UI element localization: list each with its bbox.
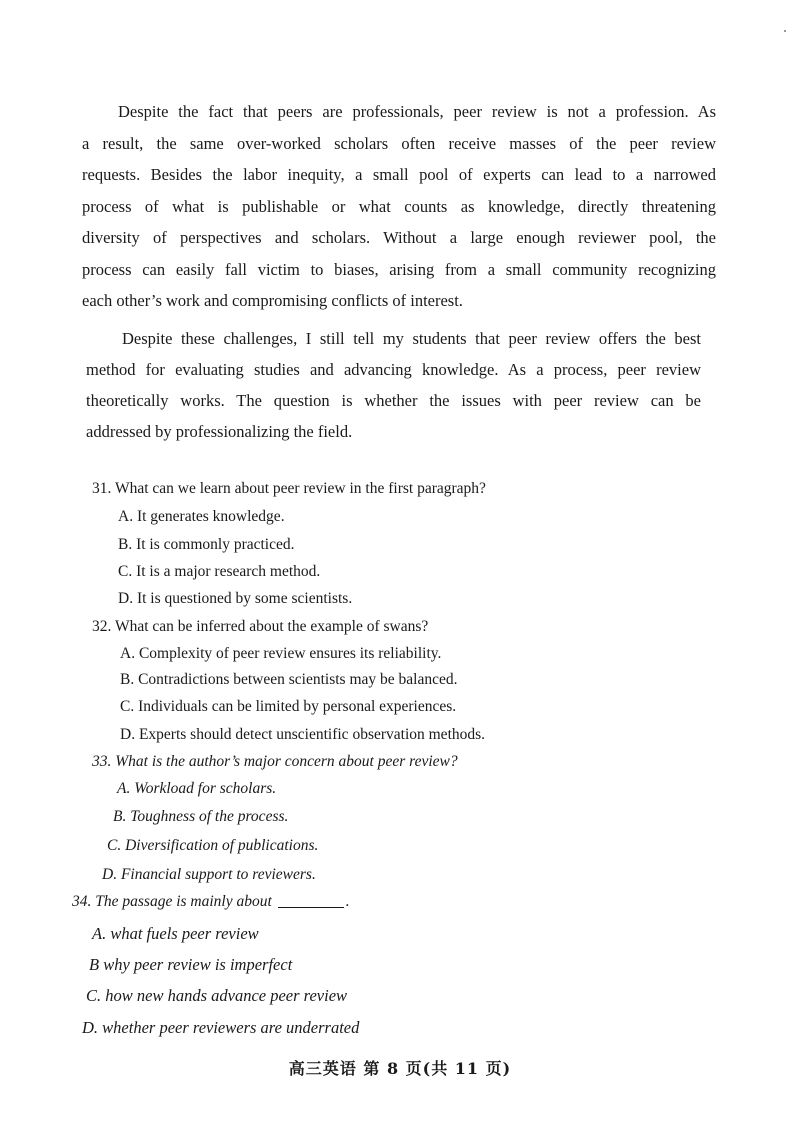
page-footer: 高三英语 第 8 页(共 11 页) (288, 1059, 512, 1078)
question-33-option-b: B. Toughness of the process. (113, 808, 289, 825)
paragraph-line: diversity of perspectives and scholars. Without a large enough reviewer pool, the (82, 228, 716, 247)
question-32-stem: 32. What can be inferred about the example of swans? (92, 618, 429, 635)
question-34-option-b: B why peer review is imperfect (89, 955, 293, 974)
paragraph-line: Despite these challenges, I still tell my students that peer review offers the best (122, 329, 701, 348)
passage-paragraph-2 (86, 323, 701, 447)
question-31-option-d: D. It is questioned by some scientists. (118, 590, 353, 607)
paragraph-line: theoretically works. The question is whether the issues with peer review can be (86, 391, 701, 410)
question-34-option-d: D. whether peer reviewers are underrated (82, 1018, 360, 1037)
question-31-stem: 31. What can we learn about peer review in the first paragraph? (92, 480, 486, 497)
question-33-option-c: C. Diversification of publications. (107, 837, 319, 854)
passage-paragraph-1 (82, 96, 716, 317)
paragraph-line: process of what is publishable or what counts as knowledge, directly threatening (82, 196, 716, 216)
question-31-option-b: B. It is commonly practiced. (118, 536, 295, 553)
paragraph-line: addressed by professionalizing the field. (86, 422, 353, 441)
scan-mark (784, 30, 786, 32)
paragraph-line: method for evaluating studies and advancing knowledge. As a process, peer review (86, 360, 701, 379)
question-34-stem-text: 34. The passage is mainly about (72, 893, 272, 910)
paragraph-line: requests. Besides the labor inequity, a small pool of experts can lead to a narrowed (82, 165, 716, 184)
question-34-stem-end: . (345, 893, 350, 910)
question-34-option-a: A. what fuels peer review (92, 924, 259, 943)
question-34-option-c: C. how new hands advance peer review (86, 986, 348, 1005)
question-32-option-a: A. Complexity of peer review ensures its reliability. (120, 645, 442, 662)
paragraph-line: Despite the fact that peers are professionals, peer review is not a profession. As (118, 102, 716, 121)
question-33-stem: 33. What is the author’s major concern about peer review? (92, 753, 458, 770)
question-32-option-c: C. Individuals can be limited by personal experiences. (120, 698, 457, 715)
question-31-option-c: C. It is a major research method. (118, 563, 321, 580)
question-32-option-d: D. Experts should detect unscientific observation methods. (120, 726, 486, 743)
question-33-option-a: A. Workload for scholars. (117, 780, 277, 797)
paragraph-line: a result, the same over-worked scholars often receive masses of the peer review (82, 133, 716, 153)
answer-blank[interactable] (278, 907, 344, 908)
question-34-stem (72, 893, 350, 911)
question-32-option-b: B. Contradictions between scientists may be balanced. (120, 671, 458, 688)
paragraph-line: each other’s work and compromising conflicts of interest. (82, 291, 463, 310)
paragraph-line: process can easily fall victim to biases, arising from a small community recognizing (82, 259, 716, 279)
question-33-option-d: D. Financial support to reviewers. (102, 866, 316, 883)
question-31-option-a: A. It generates knowledge. (118, 508, 285, 525)
